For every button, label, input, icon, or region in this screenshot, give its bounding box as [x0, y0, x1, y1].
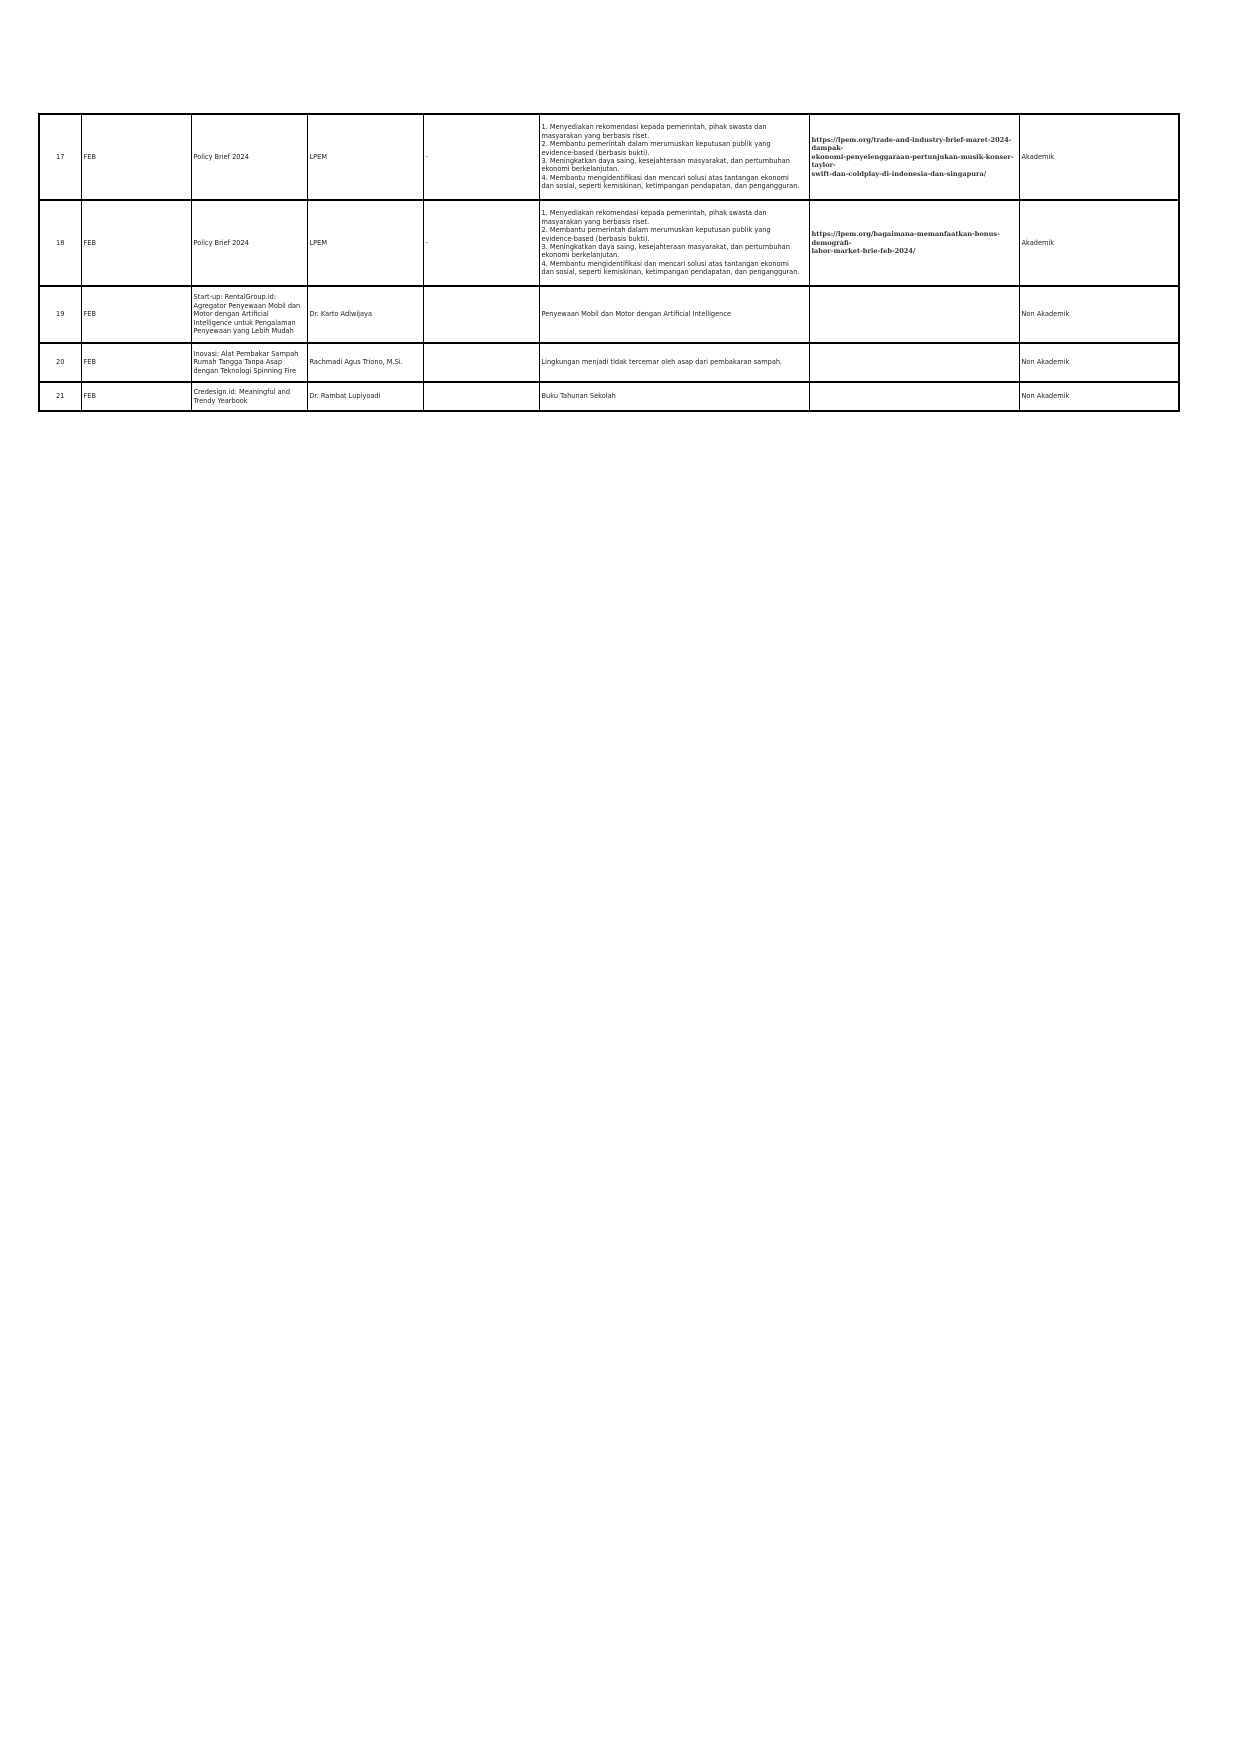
faculty-cell: FEB [81, 343, 191, 382]
author-cell: Rachmadi Agus Triono, M.Si. [307, 343, 423, 382]
extra-cell [423, 286, 539, 343]
benefit-line: evidence-based (berbasis bukti). [541, 234, 650, 243]
benefit-line: 1. Menyediakan rekomendasi kepada pemerintah, pihak swasta dan [541, 209, 767, 218]
table-row [39, 200, 1179, 286]
author-cell: LPEM [307, 200, 423, 286]
extra-cell [423, 382, 539, 411]
benefit-cell [539, 200, 809, 286]
title-line: Credesign.id: Meaningful and [193, 388, 291, 397]
benefit-line: dan sosial, seperti kemiskinan, ketimpangan pendapatan, dan pengangguran. [541, 268, 800, 277]
author-cell: Dr. Karto Adiwijaya [307, 286, 423, 343]
table-row [39, 343, 1179, 382]
benefit-line: ekonomi berkelanjutan. [541, 165, 620, 174]
table-row [39, 114, 1179, 200]
link-cell [809, 343, 1019, 382]
row-number: 17 [39, 114, 81, 200]
benefit-line: 1. Menyediakan rekomendasi kepada pemerintah, pihak swasta dan [541, 123, 767, 132]
link-line[interactable]: https://lpem.org/bagaimana-memanfaatkan-bonus-demografi- [811, 230, 1000, 247]
row-number: 20 [39, 343, 81, 382]
benefit-line: 4. Membantu mengidentifikasi dan mencari solusi atas tantangan ekonomi [541, 259, 789, 268]
title-line: Motor dengan Artificial [193, 310, 269, 319]
title-cell [191, 382, 307, 411]
title-cell: Policy Brief 2024 [191, 114, 307, 200]
benefit-line: 3. Meningkatkan daya saing, kesejahteraan masyarakat, dan pertumbuhan [541, 243, 790, 251]
link-cell [809, 286, 1019, 343]
benefit-cell [539, 114, 809, 200]
link-cell[interactable] [809, 114, 1019, 200]
title-line: Trendy Yearbook [193, 396, 248, 405]
category-cell: Non Akademik [1019, 382, 1179, 411]
benefit-line: masyarakan yang berbasis riset. [541, 131, 650, 140]
link-line[interactable]: ekonomi-penyelenggaraan-pertunjukan-musik-konser-taylor- [811, 152, 1014, 170]
title-line: Penyewaan yang Lebih Mudah [193, 327, 294, 336]
link-cell[interactable] [809, 200, 1019, 286]
benefit-line: 2. Membantu pemerintah dalam merumuskan keputusan publik yang [541, 140, 771, 149]
benefit-line: 2. Membantu pemerintah dalam merumuskan keputusan publik yang [541, 226, 771, 235]
faculty-cell: FEB [81, 286, 191, 343]
extra-cell [423, 343, 539, 382]
title-cell [191, 343, 307, 382]
row-number: 21 [39, 382, 81, 411]
extra-cell: - [423, 200, 539, 286]
category-cell: Akademik [1019, 200, 1179, 286]
title-cell [191, 286, 307, 343]
title-line: dengan Teknologi Spinning Fire [193, 366, 297, 375]
benefit-line: dan sosial, seperti kemiskinan, ketimpangan pendapatan, dan pengangguran. [541, 182, 800, 191]
title-line: Inovasi: Alat Pembakar Sampah [193, 349, 299, 358]
author-cell: LPEM [307, 114, 423, 200]
faculty-cell: FEB [81, 200, 191, 286]
table-row [39, 382, 1179, 411]
table-row [39, 286, 1179, 343]
author-cell: Dr. Rambat Lupiyoadi [307, 382, 423, 411]
category-cell: Non Akademik [1019, 286, 1179, 343]
title-cell: Policy Brief 2024 [191, 200, 307, 286]
link-cell [809, 382, 1019, 411]
faculty-cell: FEB [81, 114, 191, 200]
title-line: Start-up: RentalGroup.id: [193, 293, 277, 302]
link-line[interactable]: labor-market-brie-feb-2024/ [811, 247, 916, 256]
innovation-table [38, 113, 1180, 412]
row-number: 19 [39, 286, 81, 343]
benefit-line: masyarakan yang berbasis riset. [541, 217, 650, 226]
benefit-cell: Buku Tahunan Sekolah [539, 382, 809, 411]
link-line[interactable]: https://lpem.org/trade-and-industry-brief-maret-2024-dampak- [811, 135, 1012, 153]
row-number: 18 [39, 200, 81, 286]
faculty-cell: FEB [81, 382, 191, 411]
benefit-line: ekonomi berkelanjutan. [541, 251, 620, 260]
benefit-line: 3. Meningkatkan daya saing, kesejahteraan masyarakat, dan pertumbuhan [541, 157, 790, 165]
benefit-line: evidence-based (berbasis bukti). [541, 148, 650, 157]
link-line[interactable]: swift-dan-coldplay-di-indonesia-dan-singapura/ [811, 169, 987, 178]
benefit-cell: Penyewaan Mobil dan Motor dengan Artificial Intelligence [539, 286, 809, 343]
title-line: Agregator Penyewaan Mobil dan [193, 301, 301, 310]
category-cell: Akademik [1019, 114, 1179, 200]
category-cell: Non Akademik [1019, 343, 1179, 382]
benefit-cell: Lingkungan menjadi tidak tercemar oleh asap dari pembakaran sampah. [539, 343, 809, 382]
extra-cell: - [423, 114, 539, 200]
benefit-line: 4. Membantu mengidentifikasi dan mencari solusi atas tantangan ekonomi [541, 173, 789, 182]
title-line: Intelligence untuk Pengalaman [193, 318, 296, 327]
title-line: Rumah Tangga Tanpa Asap [193, 358, 283, 367]
